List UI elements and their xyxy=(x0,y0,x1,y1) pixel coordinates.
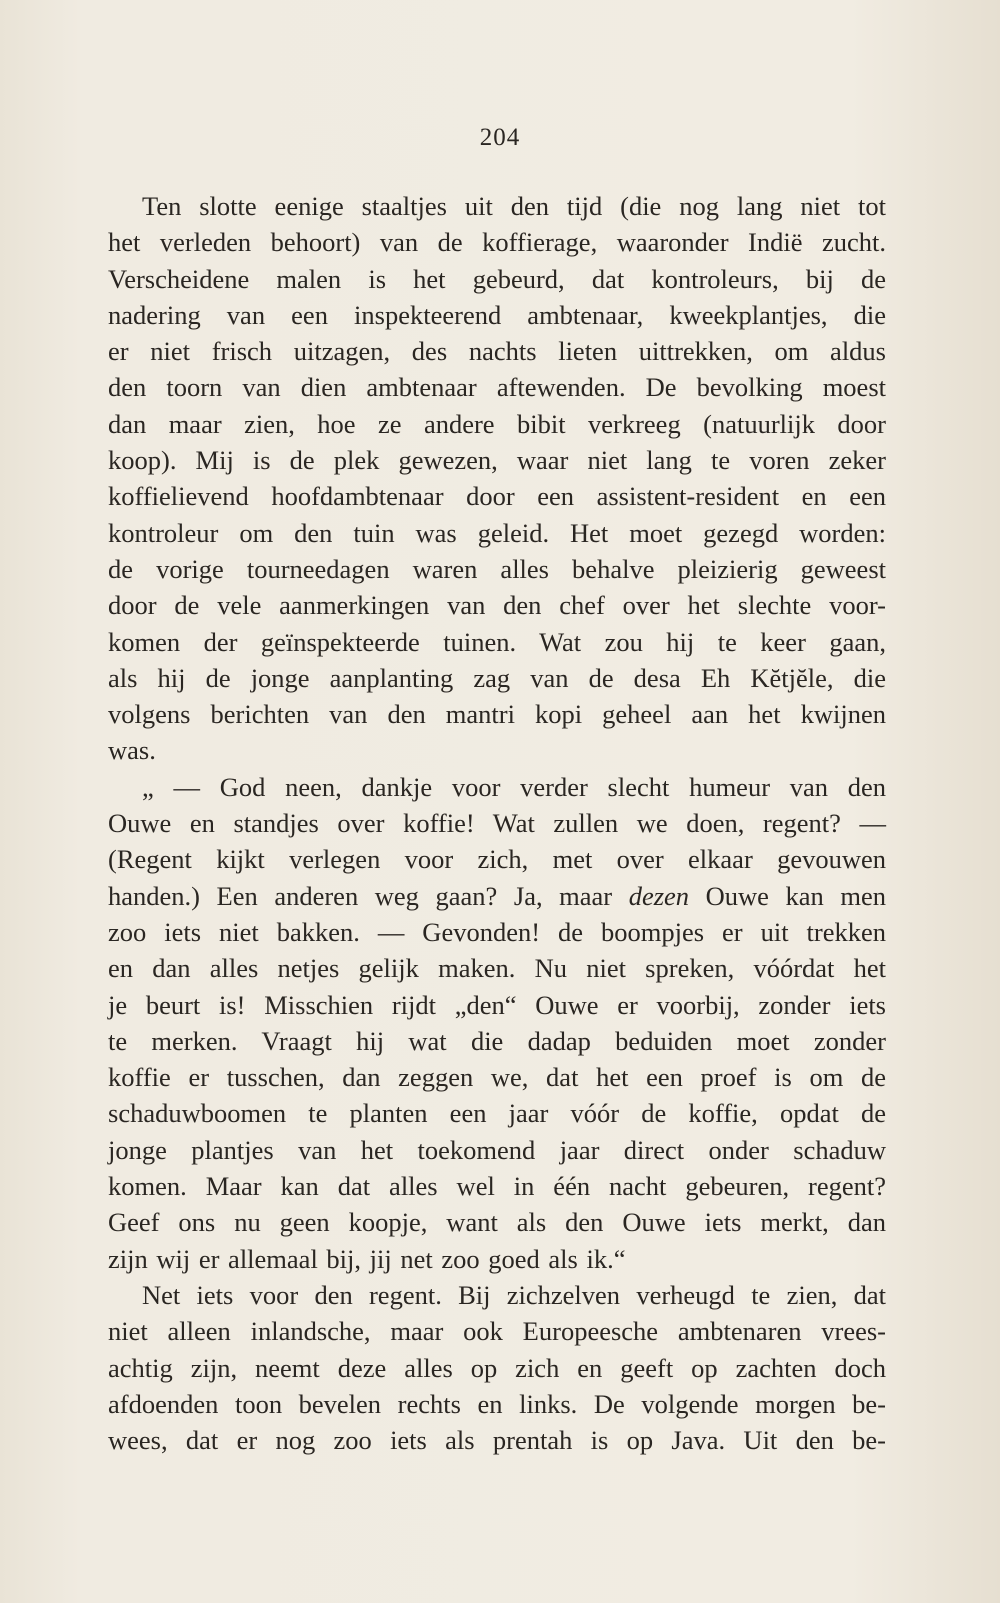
text-line: jonge plantjes van het toekomend jaar direct onder schaduw xyxy=(108,1134,886,1165)
text-line: Ten slotte eenige staaltjes uit den tijd (die nog lang niet tot xyxy=(142,191,886,221)
text-line: niet alleen inlandsche, maar ook Europeesche ambtenaren vrees- xyxy=(108,1316,886,1347)
text-line: te merken. Vraagt hij wat die dadap beduiden moet zonder xyxy=(108,1025,886,1056)
text-line: als hij de jonge aanplanting zag van de desa Eh Kĕtjĕle, die xyxy=(108,662,886,693)
text-line: Net iets voor den regent. Bij zichzelven verheugd te zien, dat xyxy=(142,1279,886,1310)
text-line: nadering van een inspekteerend ambtenaar, kweekplantjes, die xyxy=(108,299,886,330)
text-line: het verleden behoort) van de koffierage, waaronder Indië zucht. xyxy=(108,227,886,258)
text-line: dan maar zien, hoe ze andere bibit verkreeg (natuurlijk door xyxy=(108,408,886,439)
text-line: volgens berichten van den mantri kopi geheel aan het kwijnen xyxy=(108,699,886,730)
page-number: 204 xyxy=(479,124,521,151)
text-line: was. xyxy=(108,735,156,766)
text-line: handen.) Een anderen weg gaan? Ja, maar dezen Ouwe kan men xyxy=(108,880,886,911)
text-line: zoo iets niet bakken. — Gevonden! de boompjes er uit trekken xyxy=(108,916,886,947)
text-line: „ — God neen, dankje voor verder slecht humeur van den xyxy=(142,771,886,802)
text-line: de vorige tourneedagen waren alles behalve pleizierig geweest xyxy=(108,553,886,584)
text-line: den toorn van dien ambtenaar aftewenden. De bevolking moest xyxy=(108,372,886,403)
text-line: schaduwboomen te planten een jaar vóór de koffie, opdat de xyxy=(108,1098,886,1129)
text-line: afdoenden toon bevelen rechts en links. De volgende morgen be- xyxy=(108,1388,886,1419)
text-line: Ouwe en standjes over koffie! Wat zullen we doen, regent? — xyxy=(108,808,886,839)
text-line: door de vele aanmerkingen van den chef over het slechte voor- xyxy=(108,590,886,621)
text-line: je beurt is! Misschien rijdt „den“ Ouwe er voorbij, zonder iets xyxy=(108,989,886,1020)
body-text xyxy=(108,188,886,1458)
text-line: koffie er tusschen, dan zeggen we, dat het een proef is om de xyxy=(108,1062,886,1093)
text-line: en dan alles netjes gelijk maken. Nu niet spreken, vóórdat het xyxy=(108,953,886,984)
text-line: zijn wij er allemaal bij, jij net zoo goed als ik.“ xyxy=(108,1243,626,1274)
text-line: komen. Maar kan dat alles wel in één nacht gebeuren, regent? xyxy=(108,1171,886,1202)
emphasized-word: dezen xyxy=(628,880,690,911)
text-line: Geef ons nu geen koopje, want als den Ouwe iets merkt, dan xyxy=(108,1207,886,1238)
text-line: kontroleur om den tuin was geleid. Het moet gezegd worden: xyxy=(108,517,886,548)
text-line: Verscheidene malen is het gebeurd, dat kontroleurs, bij de xyxy=(108,263,886,294)
text-line: komen der geïnspekteerde tuinen. Wat zou hij te keer gaan, xyxy=(108,626,886,657)
text-line: achtig zijn, neemt deze alles op zich en geeft op zachten doch xyxy=(108,1352,886,1383)
text-line: wees, dat er nog zoo iets als prentah is op Java. Uit den be- xyxy=(108,1425,886,1456)
text-line: er niet frisch uitzagen, des nachts lieten uittrekken, om aldus xyxy=(108,336,886,367)
text-line: koop). Mij is de plek gewezen, waar niet lang te voren zeker xyxy=(108,445,886,476)
text-line: koffielievend hoofdambtenaar door een assistent-resident en een xyxy=(108,481,886,512)
text-line: (Regent kijkt verlegen voor zich, met over elkaar gevouwen xyxy=(108,844,886,875)
